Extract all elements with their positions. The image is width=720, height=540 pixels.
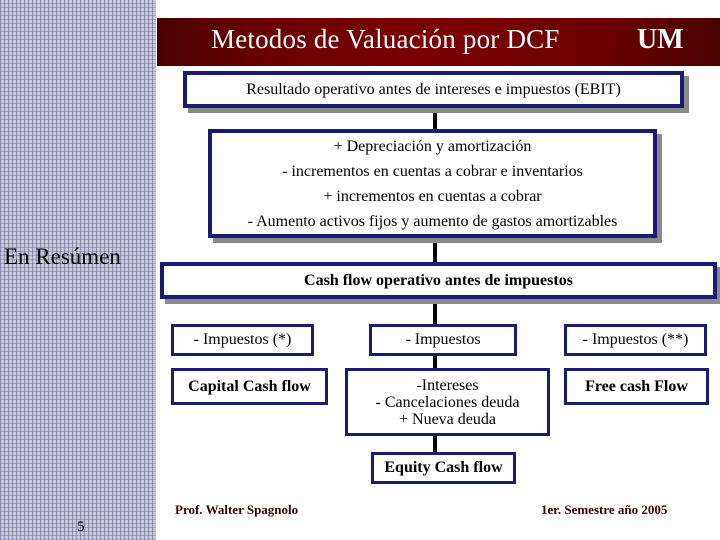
ebit-label: Resultado operativo antes de intereses e impuestos (EBIT) — [246, 80, 621, 98]
equity-cash-flow-box — [371, 452, 516, 484]
free-cash-flow-label: Free cash Flow — [585, 377, 688, 395]
title-bar — [157, 18, 720, 66]
adjustment-line: - Aumento activos fijos y aumento de gastos amortizables — [247, 212, 618, 230]
operating-cash-flow-label: Cash flow operativo antes de impuestos — [304, 271, 573, 289]
page-number: 5 — [77, 519, 85, 535]
slide-title: Metodos de Valuación por DCF — [211, 24, 560, 54]
adjustment-line: + incrementos en cuentas a cobrar — [323, 187, 542, 205]
footer-author: Prof. Walter Spagnolo — [175, 502, 299, 517]
connector-ebit-to-adjustments — [433, 108, 437, 130]
tax-label: - Impuestos (*) — [193, 331, 292, 348]
footer-term: 1er. Semestre año 2005 — [541, 502, 668, 517]
debt-items-box — [345, 368, 550, 436]
free-cash-flow-box — [564, 368, 709, 405]
connector-cfo-to-taxes — [433, 299, 437, 324]
adjustment-line: - incrementos en cuentas a cobrar e inventarios — [282, 162, 583, 180]
summary-label: En Resúmen — [4, 244, 121, 269]
debt-item: - Cancelaciones deuda — [375, 393, 520, 411]
capital-cash-flow-label: Capital Cash flow — [188, 377, 311, 395]
debt-item: + Nueva deuda — [399, 410, 496, 428]
decorative-sidebar-stripe — [0, 0, 156, 540]
adjustment-line: + Depreciación y amortización — [333, 137, 532, 155]
connector-taxes-to-debt — [433, 356, 437, 368]
tax-label: - Impuestos (**) — [582, 331, 689, 348]
operating-cash-flow-box — [160, 262, 717, 299]
tax-label: - Impuestos — [405, 331, 481, 348]
unit-label: UM — [637, 24, 684, 55]
debt-item: -Intereses — [416, 376, 479, 394]
ebit-box — [183, 71, 684, 108]
capital-cash-flow-box — [171, 368, 328, 405]
adjustments-box — [208, 129, 657, 238]
connector-adjustments-to-cfo — [433, 238, 437, 263]
equity-cash-flow-label: Equity Cash flow — [384, 459, 503, 476]
tax-box-capital — [171, 324, 314, 356]
tax-box-free — [564, 324, 707, 356]
connector-debt-to-equity — [433, 436, 437, 452]
tax-box-equity — [369, 324, 517, 356]
